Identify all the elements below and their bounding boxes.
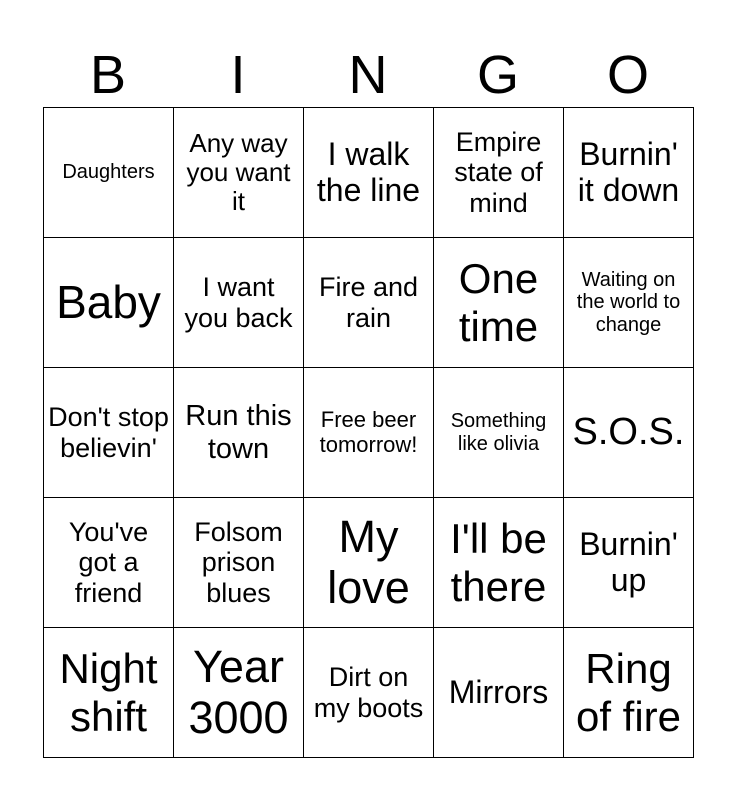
bingo-cell: S.O.S.	[564, 368, 694, 498]
bingo-cell: Baby	[44, 238, 174, 368]
bingo-cell: Empire state of mind	[434, 108, 564, 238]
board-row	[44, 628, 694, 758]
bingo-cell: You've got a friend	[44, 498, 174, 628]
bingo-cell: Fire and rain	[304, 238, 434, 368]
bingo-cell: I walk the line	[304, 108, 434, 238]
bingo-cell: Ring of fire	[564, 628, 694, 758]
bingo-cell: One time	[434, 238, 564, 368]
header-letter-o: O	[606, 45, 649, 105]
bingo-cell: Mirrors	[434, 628, 564, 758]
bingo-cell: Free beer tomorrow!	[304, 368, 434, 498]
bingo-cell: Dirt on my boots	[304, 628, 434, 758]
board-row	[44, 368, 694, 498]
board-row	[44, 238, 694, 368]
bingo-cell: I want you back	[174, 238, 304, 368]
bingo-cell: Year 3000	[174, 628, 304, 758]
header-letter-i: I	[230, 45, 246, 105]
bingo-cell: I'll be there	[434, 498, 564, 628]
bingo-cell: Don't stop believin'	[44, 368, 174, 498]
bingo-cell: Run this town	[174, 368, 304, 498]
bingo-cell: Any way you want it	[174, 108, 304, 238]
board-row	[44, 108, 694, 238]
header-letter-g: G	[476, 45, 519, 105]
board-row	[44, 498, 694, 628]
header-letter-n: N	[348, 45, 388, 105]
bingo-cell: My love	[304, 498, 434, 628]
bingo-cell: Daughters	[44, 108, 174, 238]
bingo-board	[43, 107, 694, 758]
bingo-header	[43, 44, 693, 106]
bingo-cell: Something like olivia	[434, 368, 564, 498]
bingo-cell: Waiting on the world to change	[564, 238, 694, 368]
header-letter-b: B	[89, 45, 127, 105]
bingo-cell: Night shift	[44, 628, 174, 758]
bingo-cell: Folsom prison blues	[174, 498, 304, 628]
bingo-cell: Burnin' it down	[564, 108, 694, 238]
bingo-cell: Burnin' up	[564, 498, 694, 628]
